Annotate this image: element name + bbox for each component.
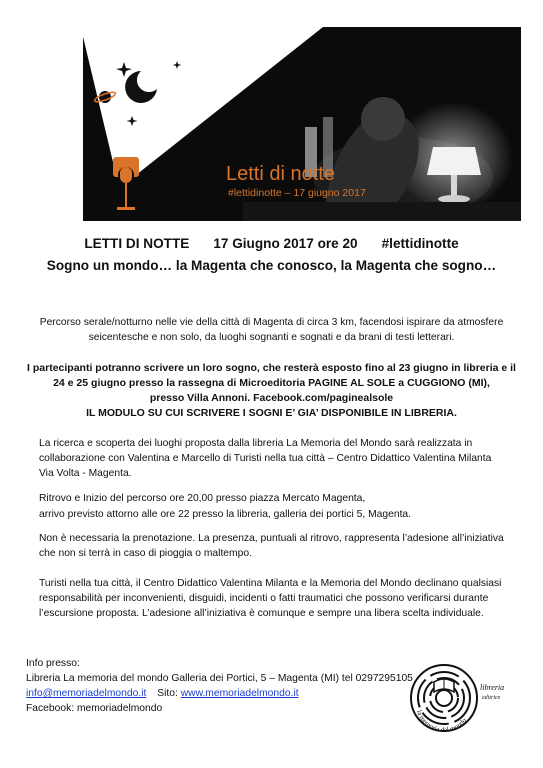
collab-line: Via Volta - Magenta. xyxy=(39,468,132,479)
logo-ring-text: la memoria del mondo xyxy=(414,709,469,734)
collab-line: La ricerca e scoperta dei luoghi proposta dalla libreria La Memoria del Mondo sarà realizzata in xyxy=(39,438,473,449)
table-lamp xyxy=(427,147,481,175)
event-headline xyxy=(0,236,543,252)
bookstore-logo xyxy=(408,662,512,739)
site-label: Sito: xyxy=(157,688,178,699)
intro-line: seicentesche e non solo, da luoghi sognanti e sognati e da brani di testi letterari. xyxy=(88,332,455,343)
event-date: 17 Giugno 2017 ore 20 xyxy=(213,236,358,251)
meeting-line: Ritrovo e Inizio del percorso ore 20,00 presso piazza Mercato Magenta, xyxy=(39,493,366,504)
intro-line: Percorso serale/notturno nelle vie della città di Magenta di circa 3 km, facendosi ispirare da atmosfere xyxy=(39,317,504,328)
disclaimer-line: Turisti nella tua città, il Centro Didattico Valentina Milanta e la Memoria del Mondo declinano qualsiasi xyxy=(39,578,502,589)
light-beam xyxy=(83,27,323,175)
website-link[interactable]: www.memoriadelmondo.it xyxy=(180,688,299,699)
info-address: Libreria La memoria del mondo Galleria dei Portici, 5 – Magenta (MI) tel 0297295105 xyxy=(26,673,413,684)
banner-image xyxy=(83,27,521,221)
info-facebook: Facebook: memoriadelmondo xyxy=(26,703,163,714)
banner-subtitle: #lettidinotte – 17 giugno 2017 xyxy=(228,187,366,199)
logo-side-text: editrice xyxy=(482,695,501,701)
meeting-line: arrivo previsto attorno alle ore 22 presso la libreria, galleria dei portici 5, Magenta. xyxy=(39,509,412,520)
info-heading: Info presso: xyxy=(26,658,80,669)
labyrinth-logo-icon xyxy=(408,662,512,734)
disclaimer-line: responsabilità per inconvenienti, disguidi, incidenti o fatti traumatici che possono verificarsi durante xyxy=(39,593,489,604)
event-name: LETTI DI NOTTE xyxy=(84,236,190,251)
booking-line: che non si terrà in caso di pioggia o maltempo. xyxy=(39,548,252,559)
collab-line: collaborazione con Valentina e Marcello di Turisti nella tua città – Centro Didattico Valentina Milanta xyxy=(39,453,492,464)
logo-side-text: libreria xyxy=(480,683,505,692)
disclaimer-line: l’escursione proposta. L’adesione all’iniziativa è comunque e sempre una libera scelta individuale. xyxy=(39,608,484,619)
info-contacts xyxy=(26,686,299,702)
svg-text:la memoria del mondo xyxy=(415,709,469,734)
booking-line: Non è necessaria la prenotazione. La presenza, puntuali al ritrovo, rappresenta l’adesione all’iniziativa xyxy=(39,533,504,544)
event-hashtag: #lettidinotte xyxy=(381,236,459,251)
notice-line: I partecipanti potranno scrivere un loro sogno, che resterà esposto fino al 23 giugno in libreria e il xyxy=(27,362,516,374)
notice-line: presso Villa Annoni. Facebook.com/paginealsole xyxy=(149,392,394,404)
notice-line: 24 e 25 giugno presso la rassegna di Microeditoria PAGINE AL SOLE a CUGGIONO (MI), xyxy=(53,377,490,389)
event-subtitle: Sogno un mondo… la Magenta che conosco, la Magenta che sogno… xyxy=(46,258,497,273)
email-link[interactable]: info@memoriadelmondo.it xyxy=(26,688,147,699)
notice-line: IL MODULO SU CUI SCRIVERE I SOGNI E’ GIA’ DISPONIBILE IN LIBRERIA. xyxy=(86,407,457,419)
banner-title: Letti di notte xyxy=(226,163,335,185)
